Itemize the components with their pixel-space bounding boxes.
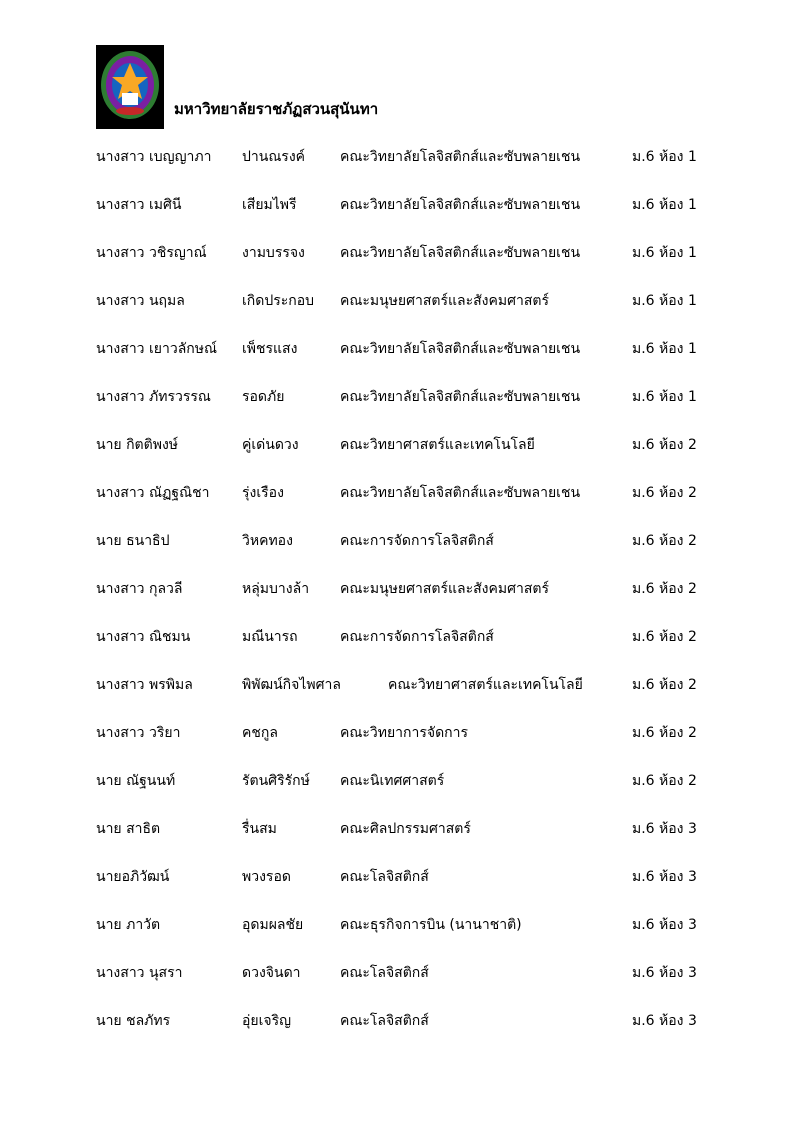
student-row	[0, 913, 804, 937]
student-row	[0, 961, 804, 985]
student-row	[0, 241, 804, 265]
student-row	[0, 673, 804, 697]
student-row	[0, 385, 804, 409]
student-last-name: ปานณรงค์	[242, 149, 306, 165]
student-last-name: เพ็ชรแสง	[242, 341, 298, 357]
student-row	[0, 769, 804, 793]
student-last-name: ดวงจินดา	[242, 965, 301, 981]
student-faculty: คณะโลจิสติกส์	[340, 965, 429, 981]
student-row	[0, 577, 804, 601]
university-seal-icon	[96, 45, 164, 129]
student-last-name: วิหคทอง	[242, 533, 293, 549]
student-last-name: เกิดประกอบ	[242, 293, 315, 309]
student-first-name: นางสาว เบญญาภา	[96, 149, 212, 165]
student-class: ม.6 ห้อง 2	[632, 485, 697, 501]
student-class: ม.6 ห้อง 1	[632, 341, 697, 357]
student-class: ม.6 ห้อง 2	[632, 533, 697, 549]
student-class: ม.6 ห้อง 1	[632, 245, 697, 261]
student-faculty: คณะโลจิสติกส์	[340, 869, 429, 885]
student-class: ม.6 ห้อง 2	[632, 629, 697, 645]
student-row	[0, 625, 804, 649]
student-row	[0, 193, 804, 217]
student-last-name: งามบรรจง	[242, 245, 305, 261]
student-row	[0, 1009, 804, 1033]
student-row	[0, 721, 804, 745]
student-first-name: นาย ภาวัต	[96, 917, 161, 933]
student-last-name: เสียมไพรี	[242, 197, 297, 213]
student-row	[0, 529, 804, 553]
student-class: ม.6 ห้อง 1	[632, 293, 697, 309]
student-faculty: คณะการจัดการโลจิสติกส์	[340, 533, 494, 549]
student-faculty: คณะการจัดการโลจิสติกส์	[340, 629, 494, 645]
student-last-name: รอดภัย	[242, 389, 285, 405]
student-first-name: นางสาว ณัฏฐณิชา	[96, 485, 210, 501]
student-first-name: นาย ณัฐนนท์	[96, 773, 176, 789]
student-faculty: คณะศิลปกรรมศาสตร์	[340, 821, 471, 837]
student-class: ม.6 ห้อง 2	[632, 437, 697, 453]
student-first-name: นางสาว เยาวลักษณ์	[96, 341, 217, 357]
student-first-name: นางสาว ภัทรวรรณ	[96, 389, 211, 405]
student-first-name: นาย ธนาธิป	[96, 533, 170, 549]
student-first-name: นาย ชลภัทร	[96, 1013, 171, 1029]
student-last-name: อุ่ยเจริญ	[242, 1013, 292, 1029]
student-faculty: คณะธุรกิจการบิน (นานาชาติ)	[340, 917, 522, 933]
student-first-name: นางสาว พรพิมล	[96, 677, 193, 693]
student-class: ม.6 ห้อง 1	[632, 197, 697, 213]
student-faculty: คณะโลจิสติกส์	[340, 1013, 429, 1029]
student-first-name: นางสาว เมศินี	[96, 197, 182, 213]
student-first-name: นายอภิวัฒน์	[96, 869, 170, 885]
university-name: มหาวิทยาลัยราชภัฏสวนสุนันทา	[174, 100, 379, 118]
student-faculty: คณะมนุษยศาสตร์และสังคมศาสตร์	[340, 581, 550, 597]
student-class: ม.6 ห้อง 2	[632, 581, 697, 597]
student-faculty: คณะนิเทศศาสตร์	[340, 773, 445, 789]
student-last-name: รัตนศิริรักษ์	[242, 773, 310, 789]
student-first-name: นางสาว กุลวลี	[96, 581, 183, 597]
student-last-name: รื่นสม	[242, 821, 277, 837]
student-last-name: คู่เด่นดวง	[242, 437, 299, 453]
student-faculty: คณะมนุษยศาสตร์และสังคมศาสตร์	[340, 293, 550, 309]
student-class: ม.6 ห้อง 3	[632, 821, 697, 837]
student-faculty: คณะวิทยาลัยโลจิสติกส์และซับพลายเชน	[340, 245, 581, 261]
student-first-name: นางสาว นุสรา	[96, 965, 183, 981]
student-faculty: คณะวิทยาลัยโลจิสติกส์และซับพลายเชน	[340, 197, 581, 213]
student-last-name: หลุ่มบางล้า	[242, 581, 310, 597]
student-row	[0, 289, 804, 313]
student-faculty: คณะวิทยาลัยโลจิสติกส์และซับพลายเชน	[340, 341, 581, 357]
student-class: ม.6 ห้อง 3	[632, 917, 697, 933]
student-last-name: มณีนารถ	[242, 629, 298, 645]
student-faculty: คณะวิทยาลัยโลจิสติกส์และซับพลายเชน	[340, 485, 581, 501]
student-faculty: คณะวิทยาการจัดการ	[340, 725, 469, 741]
student-first-name: นางสาว ณิชมน	[96, 629, 191, 645]
student-row	[0, 817, 804, 841]
student-class: ม.6 ห้อง 2	[632, 773, 697, 789]
student-last-name: คชกูล	[242, 725, 278, 741]
student-class: ม.6 ห้อง 1	[632, 149, 697, 165]
student-last-name: อุดมผลชัย	[242, 917, 304, 933]
student-class: ม.6 ห้อง 3	[632, 869, 697, 885]
student-last-name: รุ่งเรือง	[242, 485, 284, 501]
student-class: ม.6 ห้อง 3	[632, 965, 697, 981]
student-first-name: นาย สาธิต	[96, 821, 161, 837]
student-row	[0, 433, 804, 457]
student-class: ม.6 ห้อง 3	[632, 1013, 697, 1029]
student-last-name: พิพัฒน์กิจไพศาล	[242, 677, 341, 693]
student-faculty: คณะวิทยาลัยโลจิสติกส์และซับพลายเชน	[340, 389, 581, 405]
student-class: ม.6 ห้อง 2	[632, 677, 697, 693]
student-first-name: นางสาว นฤมล	[96, 293, 185, 309]
student-first-name: นาย กิตติพงษ์	[96, 437, 179, 453]
student-faculty: คณะวิทยาศาสตร์และเทคโนโลยี	[340, 437, 535, 453]
student-faculty: คณะวิทยาลัยโลจิสติกส์และซับพลายเชน	[340, 149, 581, 165]
student-row	[0, 337, 804, 361]
student-class: ม.6 ห้อง 2	[632, 725, 697, 741]
student-row	[0, 481, 804, 505]
student-class: ม.6 ห้อง 1	[632, 389, 697, 405]
student-faculty: คณะวิทยาศาสตร์และเทคโนโลยี	[388, 677, 583, 693]
student-row	[0, 865, 804, 889]
student-last-name: พวงรอด	[242, 869, 291, 885]
student-row	[0, 145, 804, 169]
student-first-name: นางสาว วริยา	[96, 725, 181, 741]
student-first-name: นางสาว วชิรญาณ์	[96, 245, 207, 261]
